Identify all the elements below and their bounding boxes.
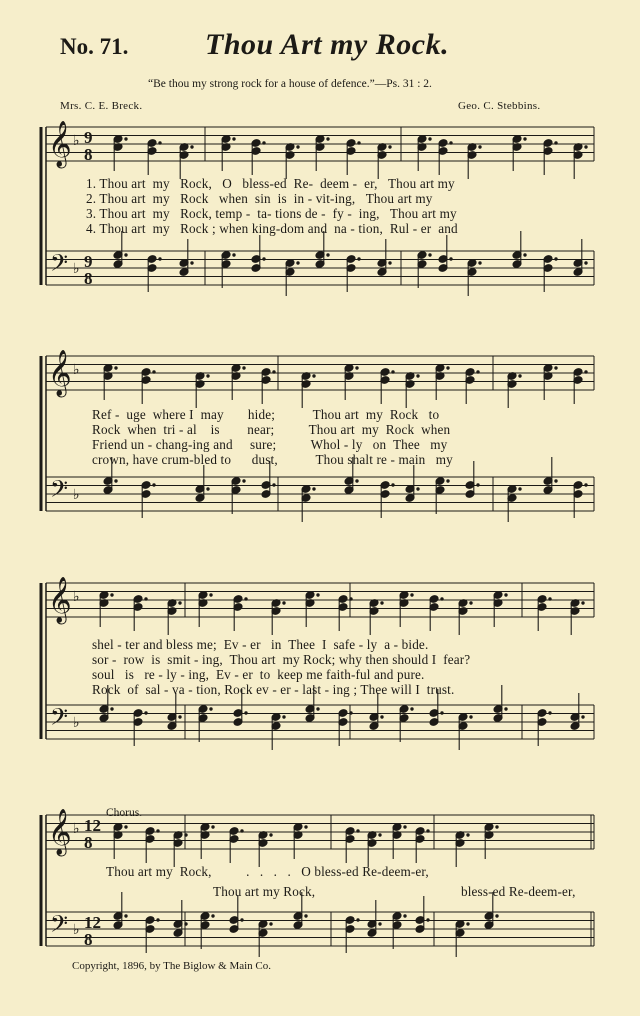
time-signature-digit: 8	[84, 833, 93, 852]
flat-icon: ♭	[73, 261, 80, 277]
time-signature-digit: 9	[84, 252, 93, 271]
dot	[179, 602, 181, 604]
treble-clef-icon: 𝄞	[48, 121, 72, 167]
dot	[582, 602, 584, 604]
dot	[191, 262, 193, 264]
dot	[179, 716, 181, 718]
dot	[210, 708, 212, 710]
dot	[153, 484, 155, 486]
flat-icon: ♭	[73, 715, 80, 731]
verse1-system3: shel - ter and bless me; Ev - er in Thee I safe - ly a - bide.	[92, 637, 429, 652]
time-signature-digit: 12	[84, 816, 101, 835]
chorus-label: Chorus.	[106, 807, 143, 819]
dot	[427, 830, 429, 832]
bass-clef-icon: 𝄢	[50, 475, 69, 508]
verse3-system3: soul is re - ly - ing, Ev - er to keep me faith-ful and pure.	[92, 667, 425, 682]
dot	[245, 598, 247, 600]
dot	[447, 367, 449, 369]
hymn-number: No. 71.	[60, 34, 129, 59]
dot	[305, 915, 307, 917]
verse2-system1: 2. Thou art my Rock when sin is in - vit-ing, Thou art my	[86, 191, 433, 206]
flat-icon: ♭	[73, 821, 80, 837]
dot	[357, 919, 359, 921]
dot	[549, 712, 551, 714]
dot	[404, 826, 406, 828]
dot	[379, 834, 381, 836]
dot	[185, 923, 187, 925]
verse4-system2: crown, have crum-bled to dust, Thou shalt re - main my	[92, 452, 453, 467]
dot	[441, 712, 443, 714]
dot	[313, 375, 315, 377]
dot	[479, 262, 481, 264]
verse1-system2: Ref - uge where I may hide; Thou art my Rock to	[92, 407, 440, 422]
dot	[549, 598, 551, 600]
dot	[417, 375, 419, 377]
dot	[212, 826, 214, 828]
chorus-treble-lyric: Thou art my Rock, . . . . O bless-ed Re-deem-er,	[106, 864, 429, 879]
dot	[111, 594, 113, 596]
verse3-system2: Friend un - chang-ing and sure; Whol - ly on Thee my	[92, 437, 448, 452]
dot	[159, 258, 161, 260]
dot	[157, 919, 159, 921]
dot	[283, 716, 285, 718]
dot	[505, 708, 507, 710]
dot	[379, 923, 381, 925]
dot	[125, 915, 127, 917]
time-signature-digit: 8	[84, 269, 93, 288]
dot	[356, 480, 358, 482]
treble-clef-icon: 𝄞	[48, 809, 72, 855]
dot	[297, 146, 299, 148]
dot	[350, 712, 352, 714]
dot	[270, 923, 272, 925]
dot	[245, 712, 247, 714]
dot	[185, 834, 187, 836]
dot	[555, 258, 557, 260]
dot	[519, 375, 521, 377]
dot	[450, 258, 452, 260]
dot	[115, 480, 117, 482]
dot	[241, 919, 243, 921]
dot	[263, 142, 265, 144]
dot	[555, 480, 557, 482]
composer-credit: Geo. C. Stebbins.	[458, 100, 541, 112]
flat-icon: ♭	[73, 362, 80, 378]
dot	[381, 716, 383, 718]
dot	[233, 254, 235, 256]
chorus-bass-lyric-2: bless-ed Re-deem-er,	[461, 884, 576, 899]
dot	[317, 708, 319, 710]
scripture-epigraph: “Be thou my strong rock for a house of defence.”—Ps. 31 : 2.	[148, 78, 432, 90]
dot	[273, 371, 275, 373]
dot	[496, 826, 498, 828]
dot	[145, 712, 147, 714]
dot	[125, 254, 127, 256]
dot	[159, 142, 161, 144]
dot	[585, 146, 587, 148]
dot	[212, 915, 214, 917]
dot	[125, 138, 127, 140]
dot	[125, 826, 127, 828]
dot	[327, 254, 329, 256]
dot	[233, 138, 235, 140]
dot	[505, 594, 507, 596]
flat-icon: ♭	[73, 487, 80, 503]
flat-icon: ♭	[73, 922, 80, 938]
bass-clef-icon: 𝄢	[50, 910, 69, 943]
dot	[477, 371, 479, 373]
dot	[477, 484, 479, 486]
copyright-notice: Copyright, 1896, by The Biglow & Main Co.	[72, 960, 272, 972]
bass-clef-icon: 𝄢	[50, 249, 69, 282]
dot	[411, 708, 413, 710]
dot	[429, 138, 431, 140]
time-signature-digit: 12	[84, 913, 101, 932]
dot	[585, 262, 587, 264]
dot	[470, 602, 472, 604]
dot	[111, 708, 113, 710]
flat-icon: ♭	[73, 133, 80, 149]
dot	[358, 142, 360, 144]
dot	[350, 598, 352, 600]
dot	[496, 915, 498, 917]
verse3-system1: 3. Thou art my Rock, temp - ta- tions de - fy - ing, Thou art my	[86, 206, 457, 221]
dot	[191, 146, 193, 148]
lyricist-credit: Mrs. C. E. Breck.	[60, 100, 143, 112]
dot	[555, 367, 557, 369]
dot	[243, 367, 245, 369]
flat-icon: ♭	[73, 589, 80, 605]
dot	[404, 915, 406, 917]
time-signature-digit: 8	[84, 930, 93, 949]
dot	[427, 919, 429, 921]
dot	[327, 138, 329, 140]
dot	[519, 488, 521, 490]
dot	[313, 488, 315, 490]
dot	[447, 480, 449, 482]
verse1-system1: 1. Thou art my Rock, O bless-ed Re- deem - er, Thou art my	[86, 176, 455, 191]
treble-clef-icon: 𝄞	[48, 577, 72, 623]
dot	[243, 480, 245, 482]
dot	[358, 258, 360, 260]
dot	[389, 262, 391, 264]
dot	[241, 830, 243, 832]
dot	[157, 830, 159, 832]
hymn-title: Thou Art my Rock.	[205, 28, 450, 61]
dot	[582, 716, 584, 718]
dot	[210, 594, 212, 596]
verse4-system3: Rock of sal - va - tion, Rock ev - er - last - ing ; Thee will I trust.	[92, 682, 455, 697]
dot	[270, 834, 272, 836]
dot	[263, 258, 265, 260]
dot	[392, 484, 394, 486]
dot	[392, 371, 394, 373]
dot	[389, 146, 391, 148]
dot	[417, 488, 419, 490]
dot	[297, 262, 299, 264]
treble-clef-icon: 𝄞	[48, 350, 72, 396]
dot	[317, 594, 319, 596]
dot	[356, 367, 358, 369]
verse4-system1: 4. Thou art my Rock ; when king-dom and na - tion, Rul - er and	[86, 221, 458, 236]
dot	[467, 834, 469, 836]
bass-clef-icon: 𝄢	[50, 703, 69, 736]
dot	[467, 923, 469, 925]
dot	[283, 602, 285, 604]
dot	[441, 598, 443, 600]
dot	[273, 484, 275, 486]
dot	[429, 254, 431, 256]
dot	[585, 484, 587, 486]
dot	[524, 254, 526, 256]
dot	[145, 598, 147, 600]
dot	[470, 716, 472, 718]
dot	[479, 146, 481, 148]
dot	[153, 371, 155, 373]
dot	[357, 830, 359, 832]
time-signature-digit: 8	[84, 145, 93, 164]
dot	[585, 371, 587, 373]
dot	[115, 367, 117, 369]
dot	[450, 142, 452, 144]
time-signature-digit: 9	[84, 128, 93, 147]
chorus-bass-lyric-1: Thou art my Rock,	[213, 884, 316, 899]
dot	[411, 594, 413, 596]
dot	[381, 602, 383, 604]
verse2-system2: Rock when tri - al is near; Thou art my Rock when	[92, 422, 451, 437]
dot	[207, 375, 209, 377]
dot	[305, 826, 307, 828]
dot	[555, 142, 557, 144]
dot	[207, 488, 209, 490]
dot	[524, 138, 526, 140]
verse2-system3: sor - row is smit - ing, Thou art my Rock; why then should I fear?	[92, 652, 471, 667]
